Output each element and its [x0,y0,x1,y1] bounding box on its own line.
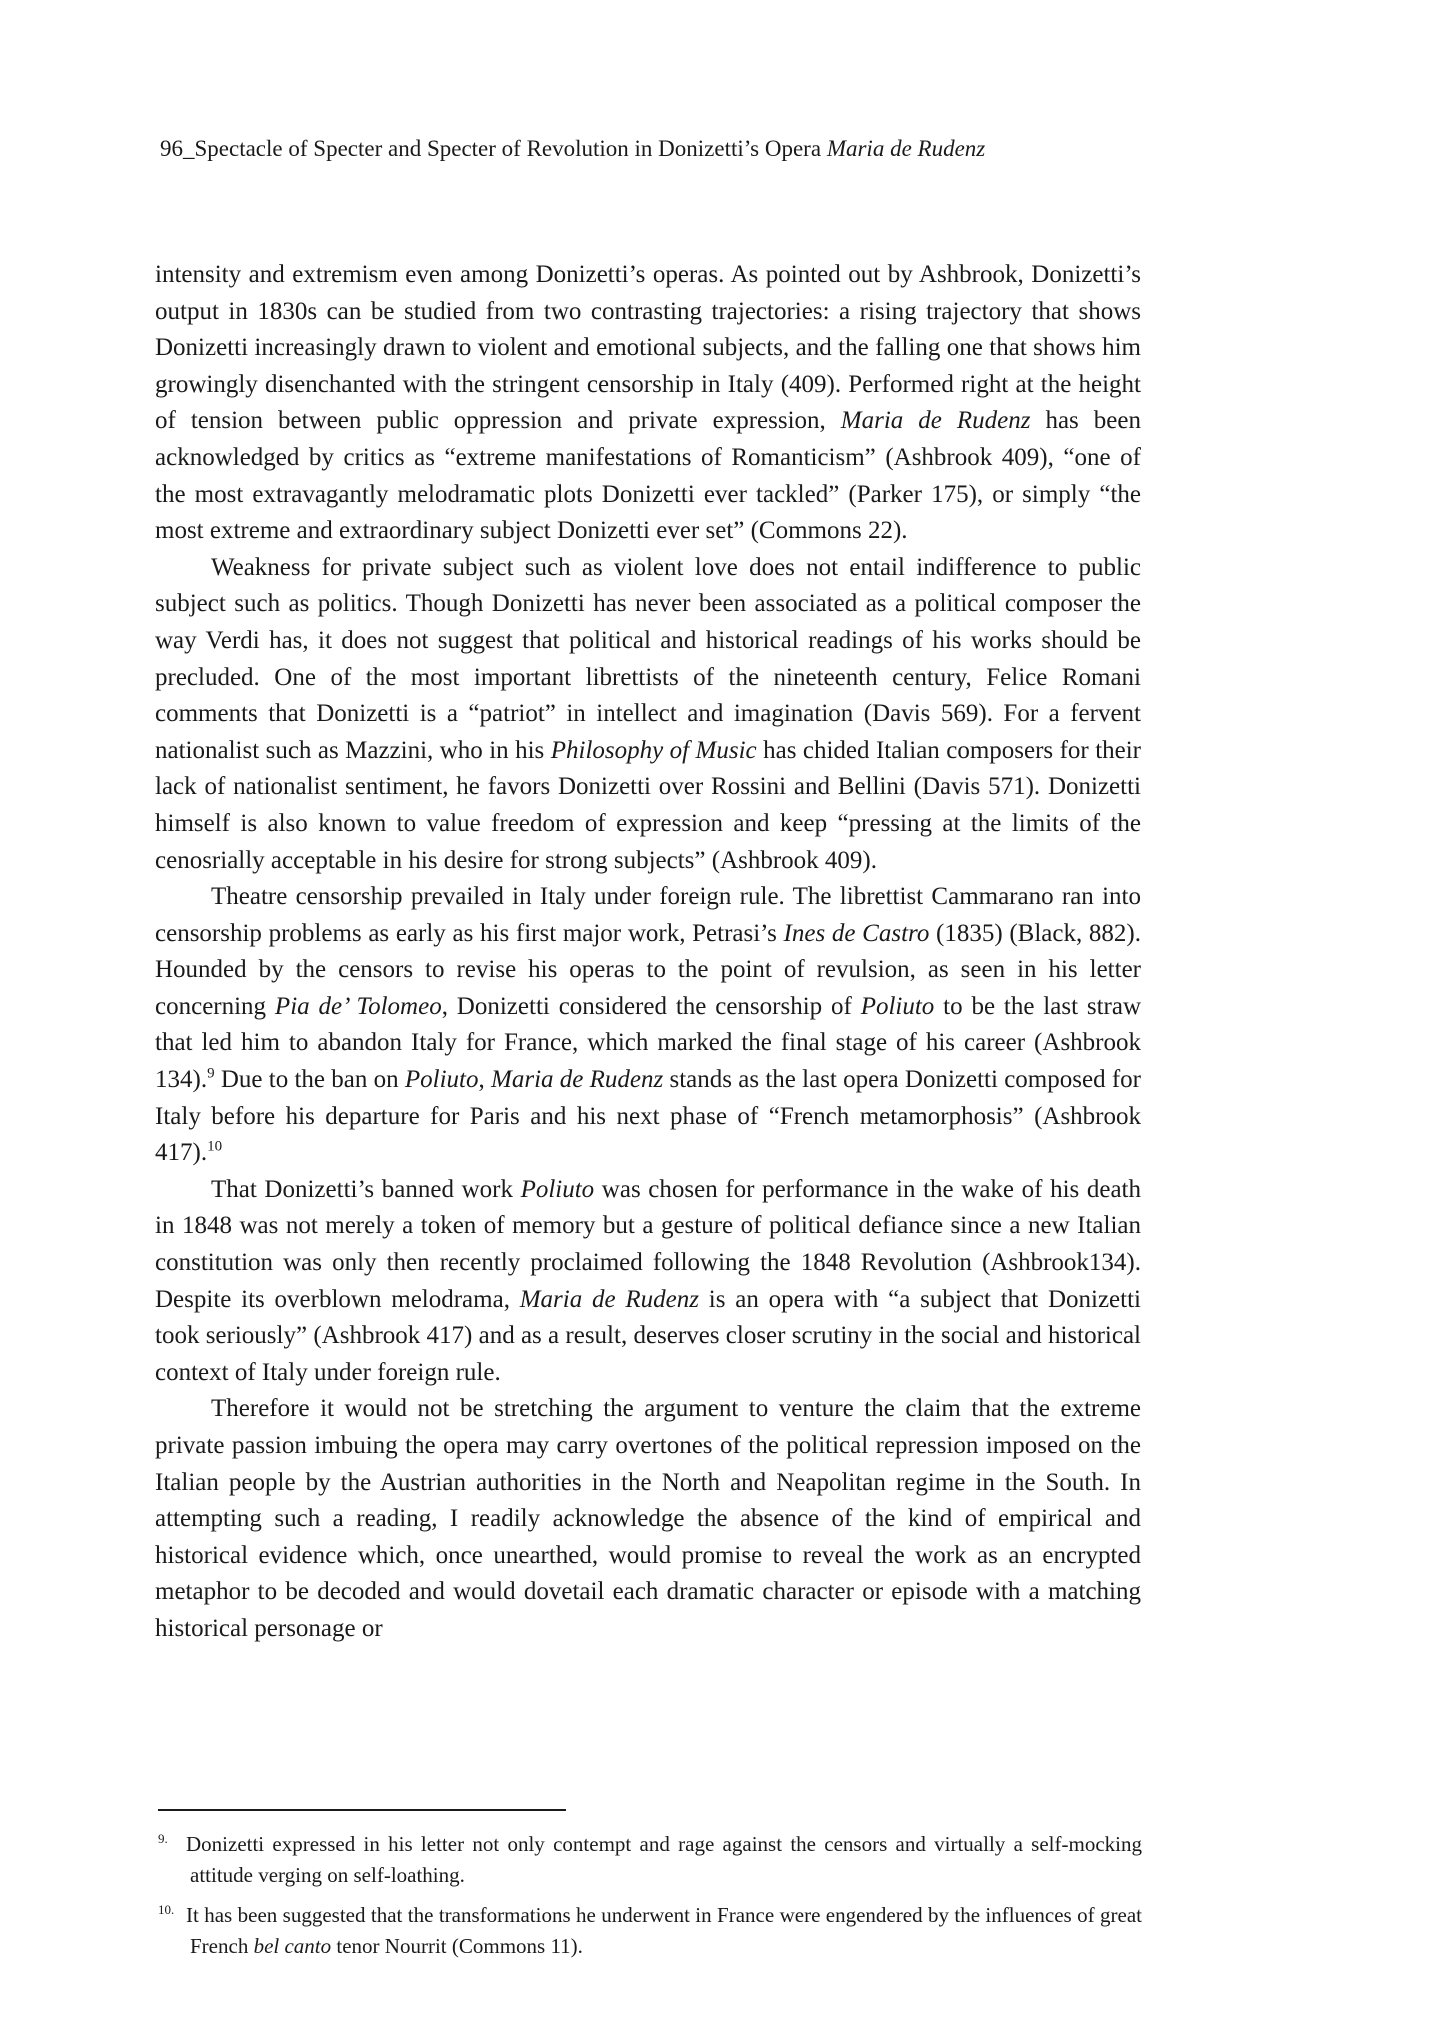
footnote-fn10: 10. It has been suggested that the transformations he underwent in France were engendered by the influences of great French bel canto tenor Nourrit (Commons 11). [158,1902,1142,1958]
italic-text: Pia de’ Tolomeo [274,992,442,1020]
footnote-rule [158,1809,566,1811]
text-run: stands as the last opera Donizetti composed for Italy before his departure for Paris and his next phase of “French metamorphosis” (Ashbrook 417). [155,1066,1141,1167]
text-run: Weakness for private subject such as violent love does not entail indifference to public subject such as politics. Though Donizetti has never been associated as a political composer the way Verdi has, it does not suggest that political and historical readings of his works should be precluded. One of the most important librettists of the nineteenth century, Felice Romani comments that Donizetti is a “patriot” in intellect and imagination (Davis 569). For a fervent nationalist such as Mazzini, who in his [155,553,1141,764]
body-text [155,257,1141,1648]
italic-text: Maria de Rudenz [840,407,1031,435]
text-run: , [478,1066,492,1094]
text-run: has chided Italian composers for their lack of nationalist sentiment, he favors Donizetti over Rossini and Bellini (Davis 571). Donizetti himself is also known to value freedom of expression and keep “pressing at the limits of the cenosrially acceptable in his desire for strong subjects” (Ashbrook 409). [155,736,1142,874]
italic-text: Maria de Rudenz [519,1285,699,1313]
paragraph-p1 [155,257,1141,550]
italic-text: Philosophy of Music [550,736,757,764]
text-run: was chosen for performance in the wake of his death in 1848 was not merely a token of memory but a gesture of political defiance since a new Italian constitution was only then recently proclaimed following the 1848 Revolution (Ashbrook134). Despite its overblown melodrama, [155,1175,1142,1313]
footnote-fn9: 9. Donizetti expressed in his letter not only contempt and rage against the censors and virtually a self-mocking attitude verging on self-loathing. [158,1831,1142,1887]
italic-text: Maria de Rudenz [491,1066,664,1094]
paragraph-p2 [155,550,1141,879]
italic-text: Poliuto [404,1066,479,1094]
footnote-reference: 10 [207,1138,223,1155]
paragraph-p3 [155,879,1141,1172]
running-head-text: 96_Spectacle of Specter and Specter of Revolution in Donizetti’s Opera [160,136,827,161]
text-run: tenor Nourrit (Commons 11). [331,1934,583,1958]
italic-text: Poliuto [520,1175,595,1203]
running-head [160,134,1160,164]
footnote-reference: 9 [207,1065,215,1082]
text-run: Theatre censorship prevailed in Italy under foreign rule. The librettist Cammarano ran into censorship problems as early as his first major work, Petrasi’s [155,883,1141,947]
text-run: It has been suggested that the transformations he underwent in France were engendered by the influences of great French [186,1903,1142,1958]
text-run: is an opera with “a subject that Donizetti took seriously” (Ashbrook 417) and as a result, deserves closer scrutiny in the social and historical context of Italy under foreign rule. [155,1285,1141,1386]
text-run: to be the last straw that led him to abandon Italy for France, which marked the final stage of his career (Ashbrook 134). [155,992,1142,1094]
italic-text: bel canto [253,1934,332,1958]
text-run: Due to the ban on [214,1066,405,1094]
paragraph-p4 [155,1172,1141,1392]
italic-text: Ines de Castro [783,919,930,947]
text-run: intensity and extremism even among Donizetti’s operas. As pointed out by Ashbrook, Donizetti’s output in 1830s can be studied from two contrasting trajectories: a rising trajectory that shows Donizetti increasingly drawn to violent and emotional subjects, and the falling one that shows him growingly disenchanted with the stringent censorship in Italy (409). Performed right at the height of tension between public oppression and private expression, [155,261,1141,435]
text-run: That Donizetti’s banned work [211,1175,521,1203]
text-run: has been acknowledged by critics as “extreme manifestations of Romanticism” (Ashbrook 409), “one of the most extravagantly melodramatic plots Donizetti ever tackled” (Parker 175), or simply “the most extreme and extraordinary subject Donizetti ever set” (Commons 22). [155,407,1141,545]
italic-text: Poliuto [860,992,935,1020]
text-run: Donizetti expressed in his letter not only contempt and rage against the censors and virtually a self-mocking attitude verging on self-loathing. [186,1832,1142,1887]
footnotes [158,1829,1142,1971]
paragraph-p5 [155,1391,1141,1647]
text-run: (1835) (Black, 882). Hounded by the censors to revise his operas to the point of revulsion, as seen in his letter concerning [155,919,1141,1020]
text-run: , Donizetti considered the censorship of [441,992,861,1020]
text-run: Therefore it would not be stretching the argument to venture the claim that the extreme private passion imbuing the opera may carry overtones of the political repression imposed on the Italian people by the Austrian authorities in the North and Neapolitan regime in the South. In attempting such a reading, I readily acknowledge the absence of the kind of empirical and historical evidence which, once unearthed, would promise to reveal the work as an encrypted metaphor to be decoded and would dovetail each dramatic character or episode with a matching historical personage or [155,1395,1141,1642]
running-head-title: Maria de Rudenz [826,136,986,161]
